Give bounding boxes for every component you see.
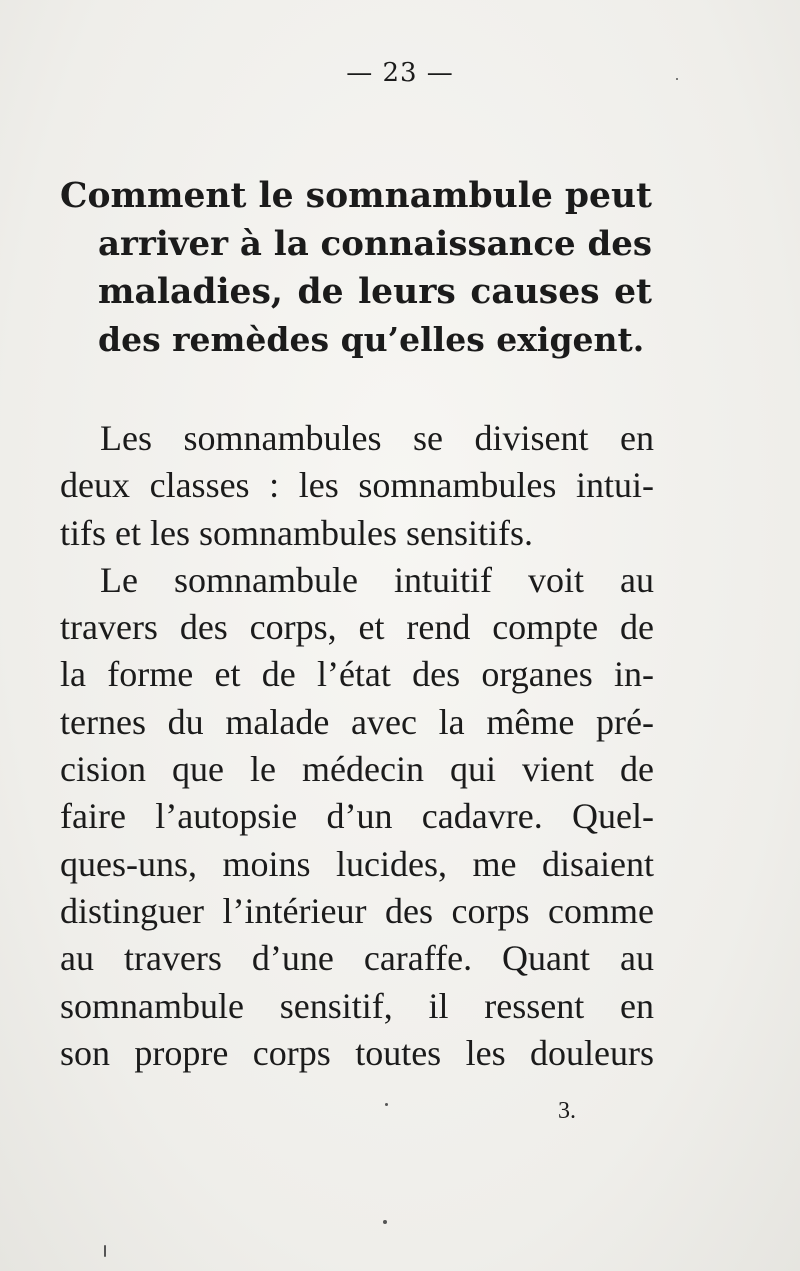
ink-speck [676,78,678,80]
heading-line: Comment le somnambule peut [60,176,652,216]
signature-mark: 3. [558,1098,576,1124]
text-line: la forme et de l’état des organes in- [60,654,654,695]
text-line: cision que le médecin qui vient de [60,749,654,790]
text-line: somnambule sensitif, il ressent en [60,985,654,1026]
text-line: tifs et les somnambules sensitifs. [60,512,533,553]
ink-speck [104,1245,106,1257]
paragraph-1 [60,415,654,557]
text-line: faire l’autopsie d’un cadavre. Quel- [60,796,654,837]
heading-line: arriver à la connaissance des [98,224,653,264]
heading-line: des remèdes qu’elles exigent. [98,320,645,359]
text-line: son propre corps toutes les douleurs [60,1032,654,1073]
text-line: travers des corps, et rend compte de [60,607,654,648]
body-text [60,415,654,1077]
text-line: distinguer l’intérieur des corps comme [60,890,654,931]
paragraph-2 [60,557,654,1077]
text-line: deux classes : les somnambules intui- [60,465,654,506]
ink-speck [385,1103,388,1106]
ink-speck [383,1220,387,1224]
text-line: Le somnambule intuitif voit au [100,559,654,600]
text-line: Les somnambules se divisent en [100,418,654,458]
heading-line: maladies, de leurs causes et [98,272,652,312]
text-line: ques-uns, moins lucides, me disaient [60,843,654,884]
text-line: ternes du malade avec la même pré- [60,701,654,742]
text-line: au travers d’une caraffe. Quant au [60,938,654,979]
page-number: — 23 — [346,58,454,88]
section-heading [60,172,652,364]
